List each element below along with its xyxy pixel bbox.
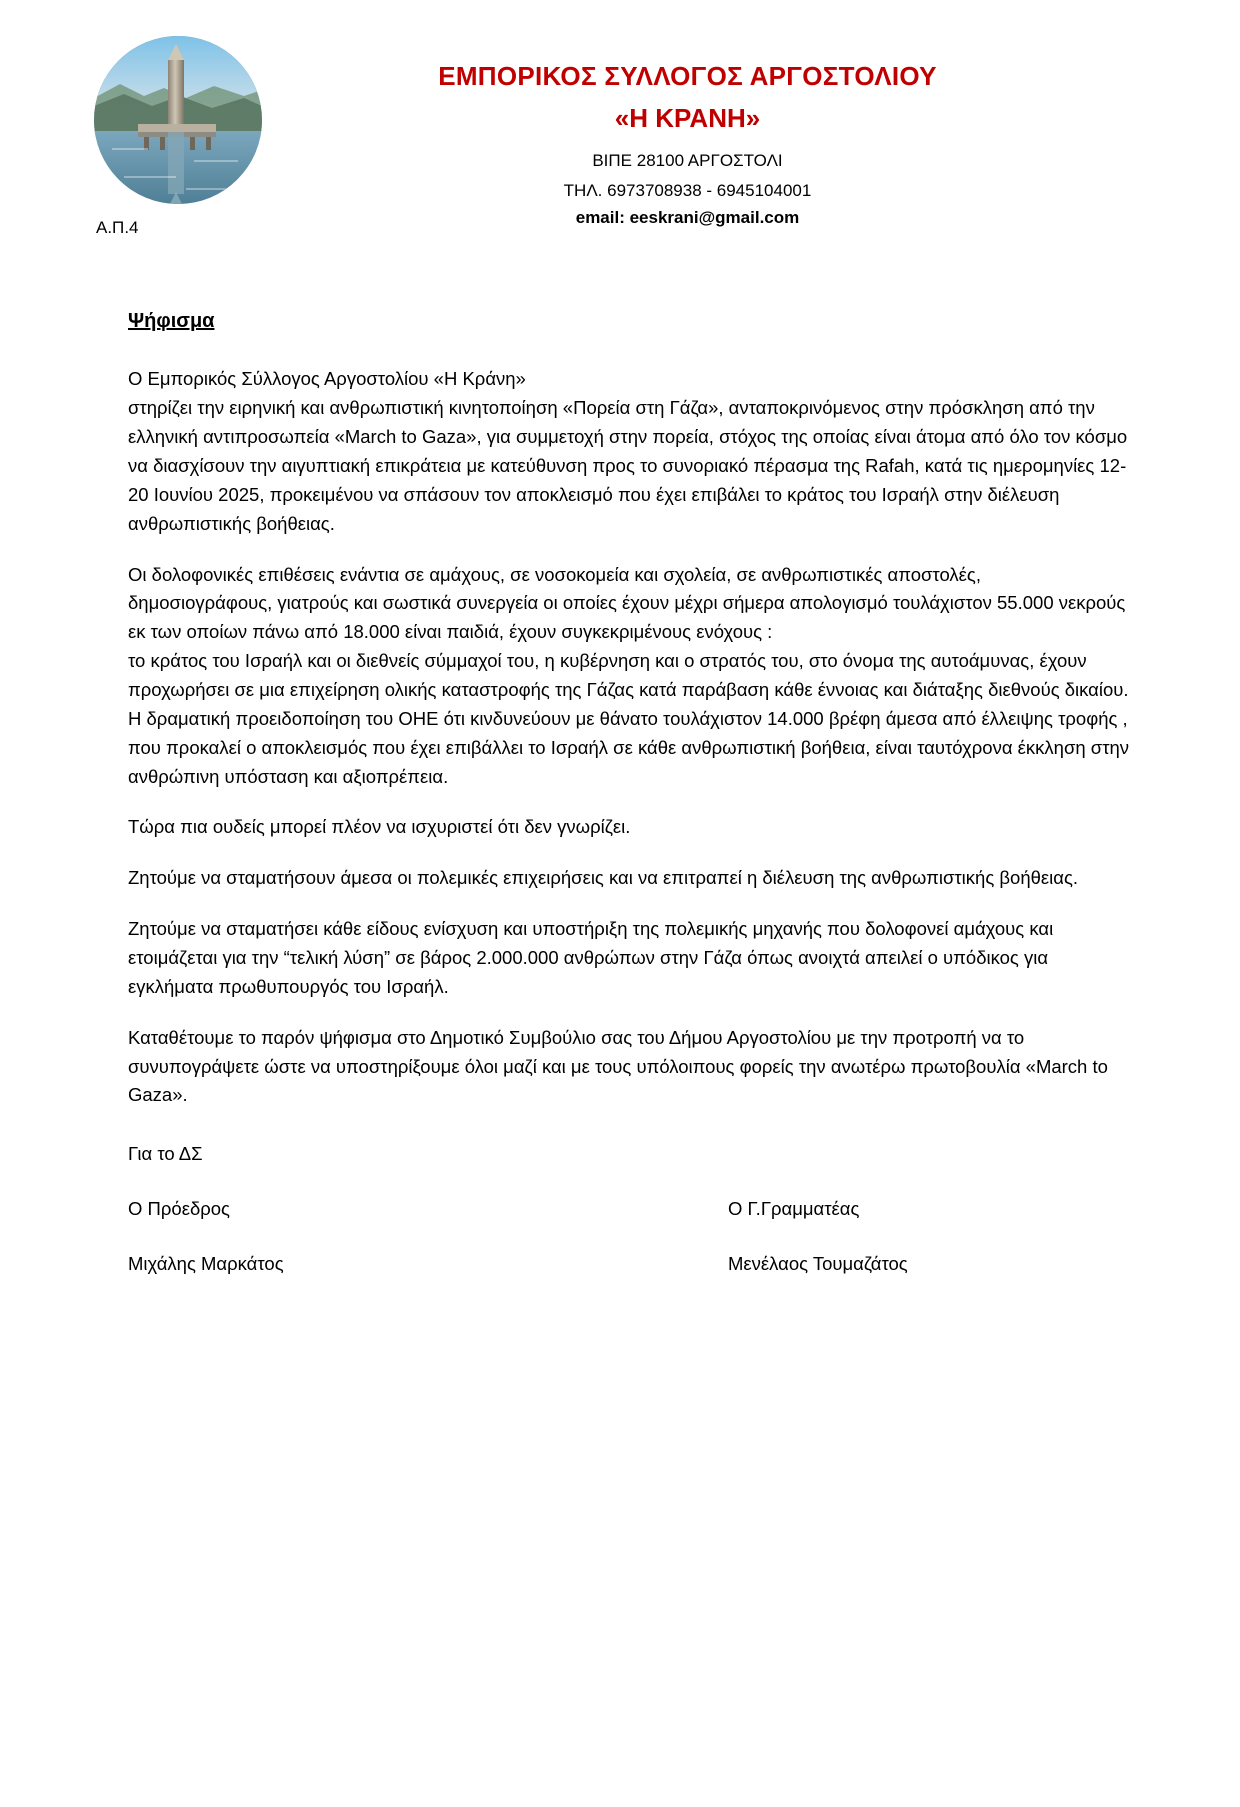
paragraph-3: Οι δολοφονικές επιθέσεις ενάντια σε αμάχους, σε νοσοκομεία και σχολεία, σε ανθρωπιστικές αποστολές, δημοσιογράφους, γιατρούς και σωστικά συνεργεία οι οποίες έχουν μέχρι σήμερα απολογισμό τουλάχιστον 55.000 νεκρούς εκ των οποίων πάνω από 18.000 είναι παιδιά, έχουν συγκεκριμένους ενόχους : xyxy=(128,563,1126,643)
logo-column xyxy=(90,36,265,238)
signature-names-row xyxy=(128,1250,1130,1279)
organization-title: ΕΜΠΟΡΙΚΟΣ ΣΥΛΛΟΓΟΣ ΑΡΓΟΣΤΟΛΙΟΥ xyxy=(438,61,937,91)
organization-subtitle: «Η ΚΡΑΝΗ» xyxy=(614,102,761,133)
president-role: Ο Πρόεδρος xyxy=(128,1198,230,1220)
paragraph-8: Ζητούμε να σταματήσει κάθε είδους ενίσχυση και υποστήριξη της πολεμικής μηχανής που δολοφονεί αμάχους και ετοιμάζεται για την “τελική λύση” σε βάρος 2.000.000 ανθρώπων στην Γάζα όπως ανοιχτά απειλεί ο υπόδικος για εγκλήματα πρωθυπουργός του Ισραήλ. xyxy=(128,918,1054,997)
organization-address: ΒΙΠΕ 28100 ΑΡΓΟΣΤΟΛΙ xyxy=(592,151,783,171)
paragraph-5: Η δραματική προειδοποίηση του ΟΗΕ ότι κινδυνεύουν με θάνατο τουλάχιστον 14.000 βρέφη άμεσα από έλλειψης τροφής , που προκαλεί ο αποκλεισμός που έχει επιβάλλει το Ισραήλ σε κάθε ανθρωπιστική βοήθεια, είναι ταυτόχρονα έκκληση στην ανθρώπινη υπόσταση και αξιοπρέπεια. xyxy=(128,707,1130,787)
paragraph-9: Καταθέτουμε το παρόν ψήφισμα στο Δημοτικό Συμβούλιο σας του Δήμου Αργοστολίου με την προτροπή να το συνυπογράψετε ώστε να υποστηρίξουμε όλοι μαζί και με τους υπόλοιπους φορείς την ανωτέρω πρωτοβουλία «March to Gaza». xyxy=(128,1026,1108,1106)
president-name: Μιχάλης Μαρκάτος xyxy=(128,1253,284,1275)
signature-roles-row xyxy=(128,1195,1130,1224)
obelisk-monument-logo-icon xyxy=(94,36,262,204)
organization-phone: ΤΗΛ. 6973708938 - 6945104001 xyxy=(563,180,812,200)
letterhead xyxy=(0,0,1240,238)
secretary-role: Ο Γ.Γραμματέας xyxy=(728,1198,860,1220)
paragraph-6: Τώρα πια ουδείς μπορεί πλέον να ισχυριστεί ότι δεν γνωρίζει. xyxy=(128,816,631,838)
paragraph-4: το κράτος του Ισραήλ και οι διεθνείς σύμμαχοί του, η κυβέρνηση και ο στρατός του, στο όνομα της αυτοάμυνας, έχουν προχωρήσει σε μια επιχείρηση ολικής καταστροφής της Γάζας κατά παράβαση κάθε έννοιας και διάταξης διεθνούς δικαίου. xyxy=(128,650,1129,700)
paragraph-2: στηρίζει την ειρηνική και ανθρωπιστική κινητοποίηση «Πορεία στη Γάζα», ανταποκρινόμενος στην πρόσκληση από την ελληνική αντιπροσωπεία «March to Gaza», για συμμετοχή στην πορεία, στόχος της οποίας είναι άτομα από όλο τον κόσμο να διασχίσουν την αιγυπτιακή επικράτεια με κατεύθυνση προς το συνοριακό πέρασμα της Rafah, κατά τις ημερομηνίες 12-20 Ιουνίου 2025, προκειμένου να σπάσουν τον αποκλεισμό που έχει επιβάλει το κράτος του Ισραήλ στην διέλευση ανθρωπιστικής βοήθειας. xyxy=(128,397,1128,534)
document-title: Ψήφισμα xyxy=(128,310,215,333)
organization-header xyxy=(265,36,1150,231)
paragraph-1: Ο Εμπορικός Σύλλογος Αργοστολίου «Η Κράνη» xyxy=(128,368,526,390)
protocol-number: Α.Π.4 xyxy=(96,218,139,237)
secretary-name: Μενέλαος Τουμαζάτος xyxy=(728,1253,908,1275)
signature-intro: Για το ΔΣ xyxy=(128,1143,203,1165)
paragraph-7: Ζητούμε να σταματήσουν άμεσα οι πολεμικές επιχειρήσεις και να επιτραπεί η διέλευση της ανθρωπιστικής βοήθειας. xyxy=(128,867,1079,889)
organization-email: email: eeskrani@gmail.com xyxy=(575,207,800,227)
document-body xyxy=(0,310,1240,1278)
